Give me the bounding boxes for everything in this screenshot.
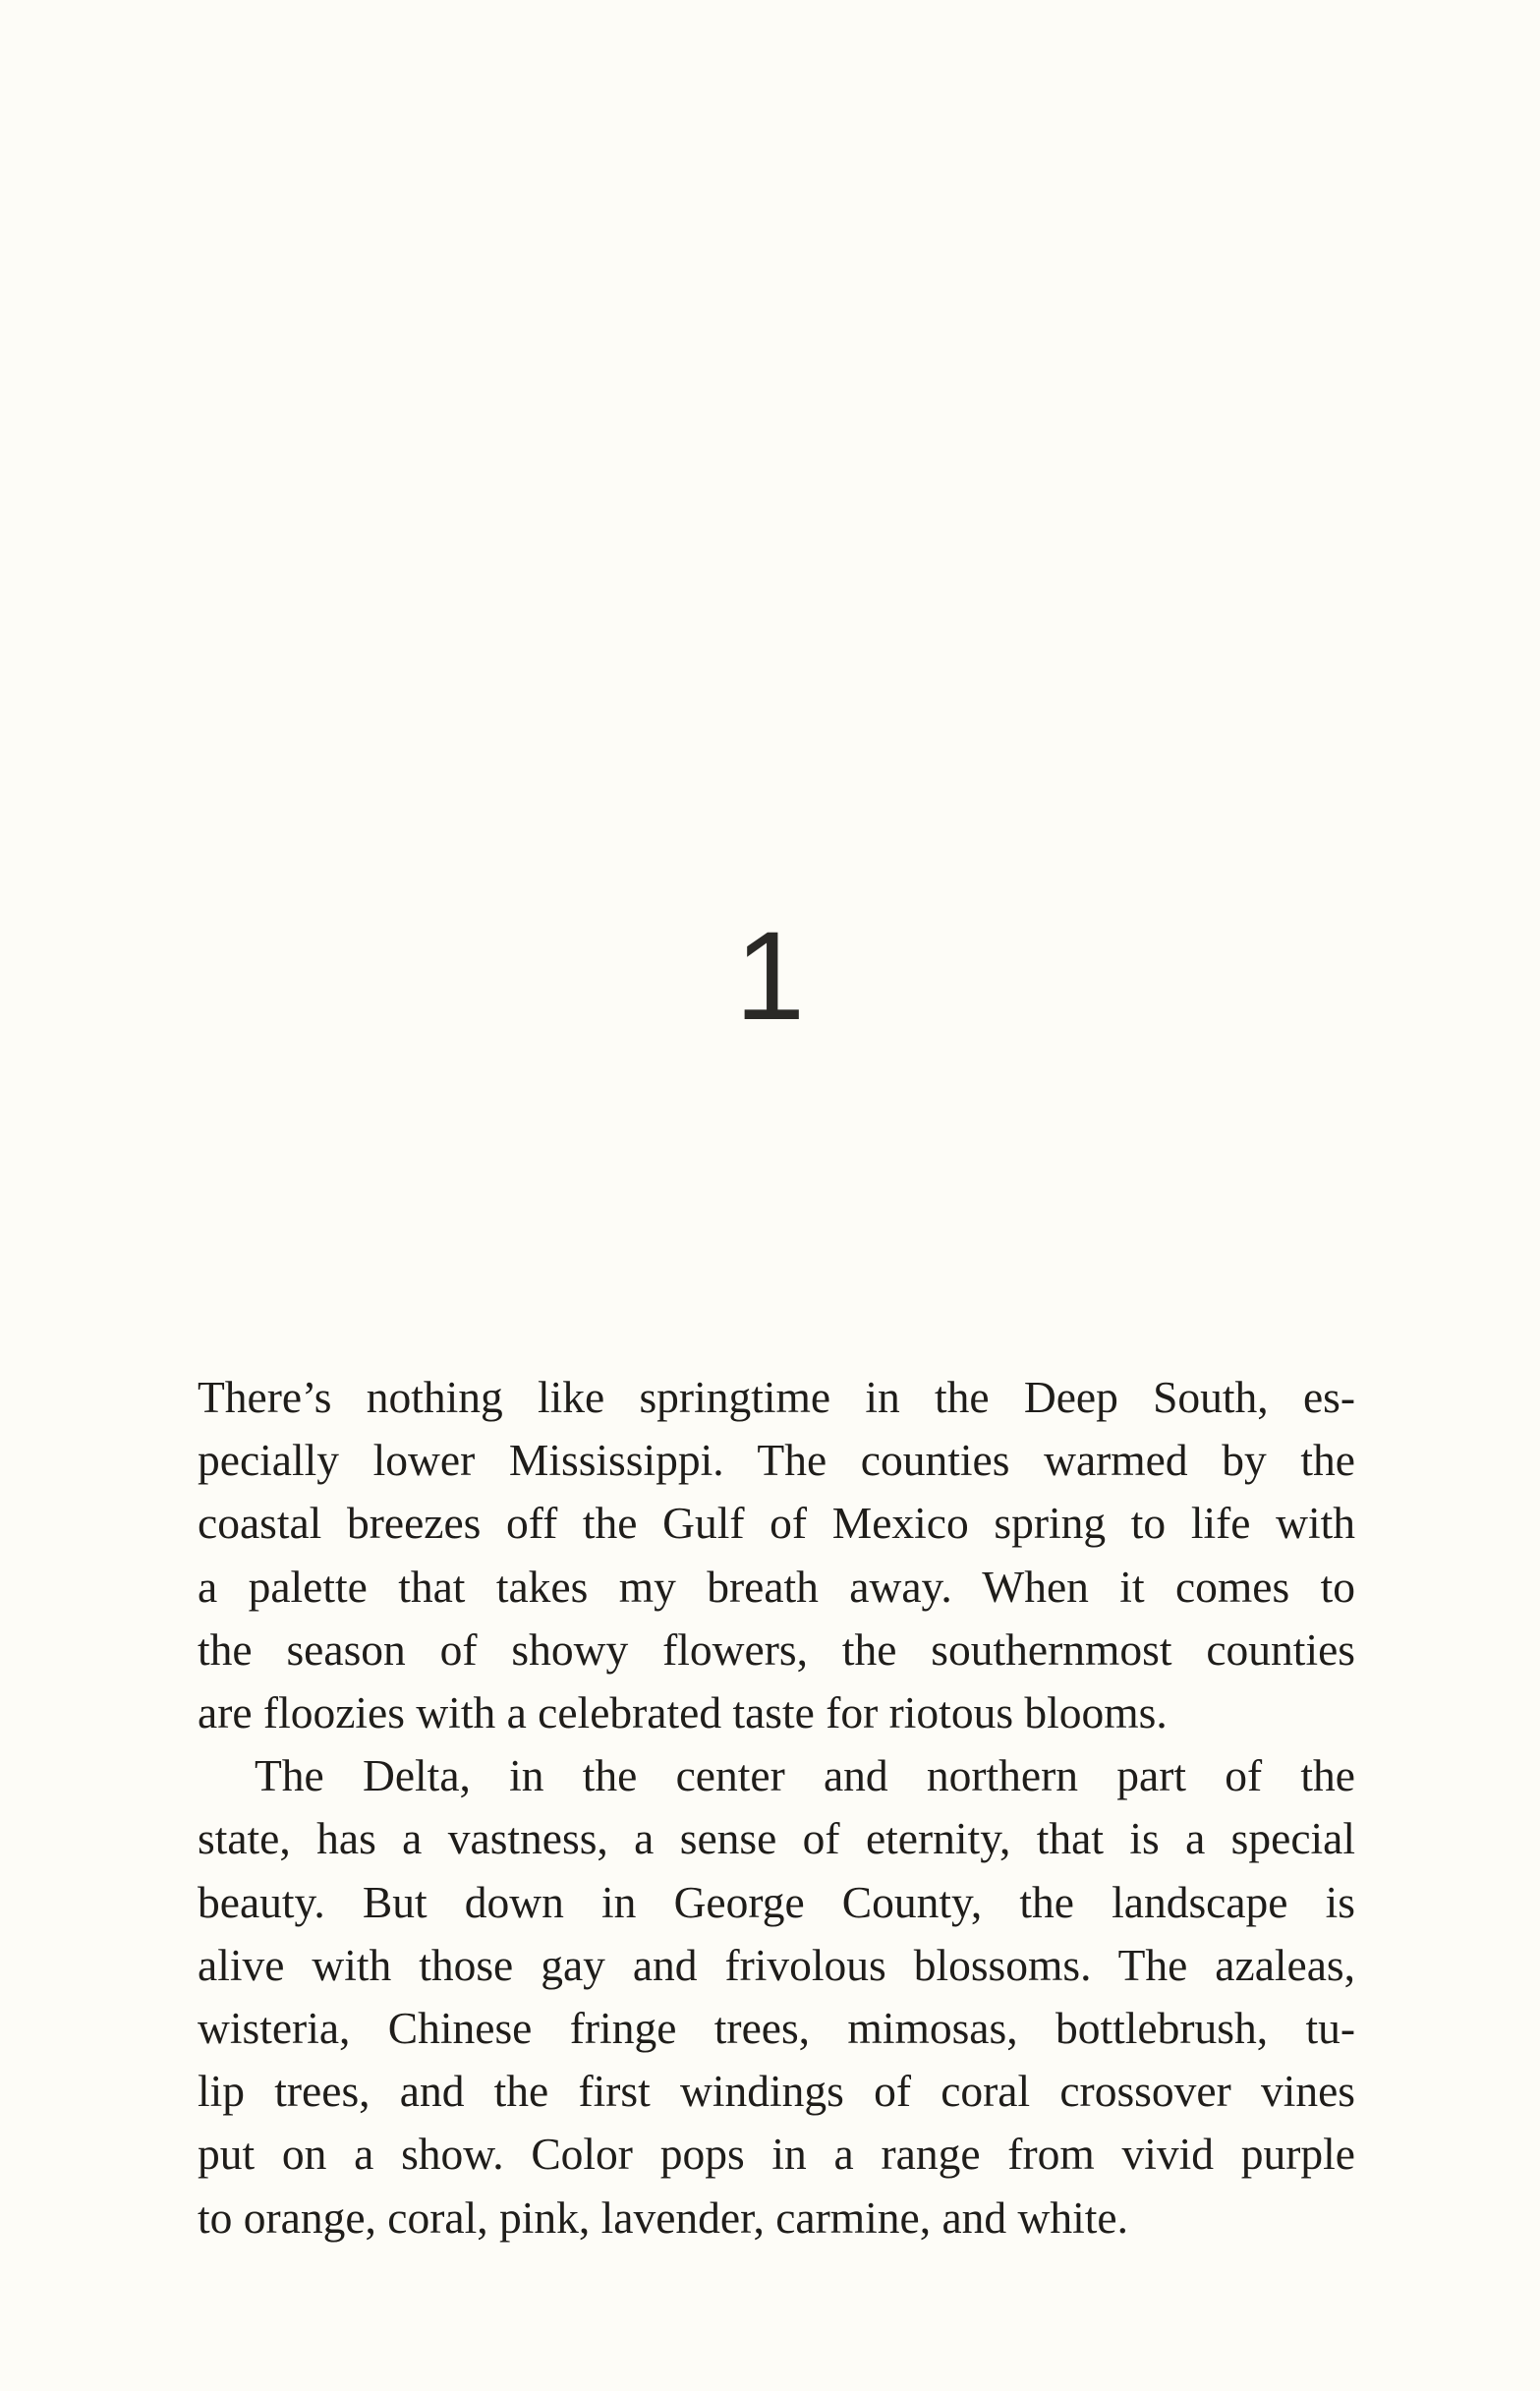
- text-line: beauty. But down in George County, the landscape is: [198, 1876, 1355, 1927]
- text-line: a palette that takes my breath away. When it comes to: [198, 1561, 1355, 1612]
- text-line: There’s nothing like springtime in the Deep South, es-: [198, 1372, 1355, 1422]
- body-text: [198, 1366, 1355, 2249]
- chapter-number: 1: [734, 906, 806, 1047]
- paragraph-2: [198, 1744, 1355, 2249]
- text-line: pecially lower Mississippi. The counties warmed by the: [198, 1435, 1355, 1486]
- text-line: to orange, coral, pink, lavender, carmine, and white.: [198, 2192, 1128, 2243]
- text-line: are floozies with a celebrated taste for riotous blooms.: [198, 1687, 1168, 1738]
- text-line: the season of showy flowers, the southernmost counties: [198, 1623, 1355, 1675]
- text-line: alive with those gay and frivolous blossoms. The azaleas,: [198, 1939, 1355, 1990]
- text-line: The Delta, in the center and northern part of the: [255, 1750, 1355, 1801]
- text-line: wisteria, Chinese fringe trees, mimosas, bottlebrush, tu-: [198, 2003, 1355, 2054]
- text-line: put on a show. Color pops in a range from vivid purple: [198, 2129, 1355, 2180]
- text-line: coastal breezes off the Gulf of Mexico spring to life with: [198, 1498, 1355, 1549]
- text-line: lip trees, and the first windings of coral crossover vines: [198, 2066, 1355, 2117]
- text-line: state, has a vastness, a sense of eternity, that is a special: [198, 1813, 1355, 1864]
- paragraph-1: [198, 1366, 1355, 1744]
